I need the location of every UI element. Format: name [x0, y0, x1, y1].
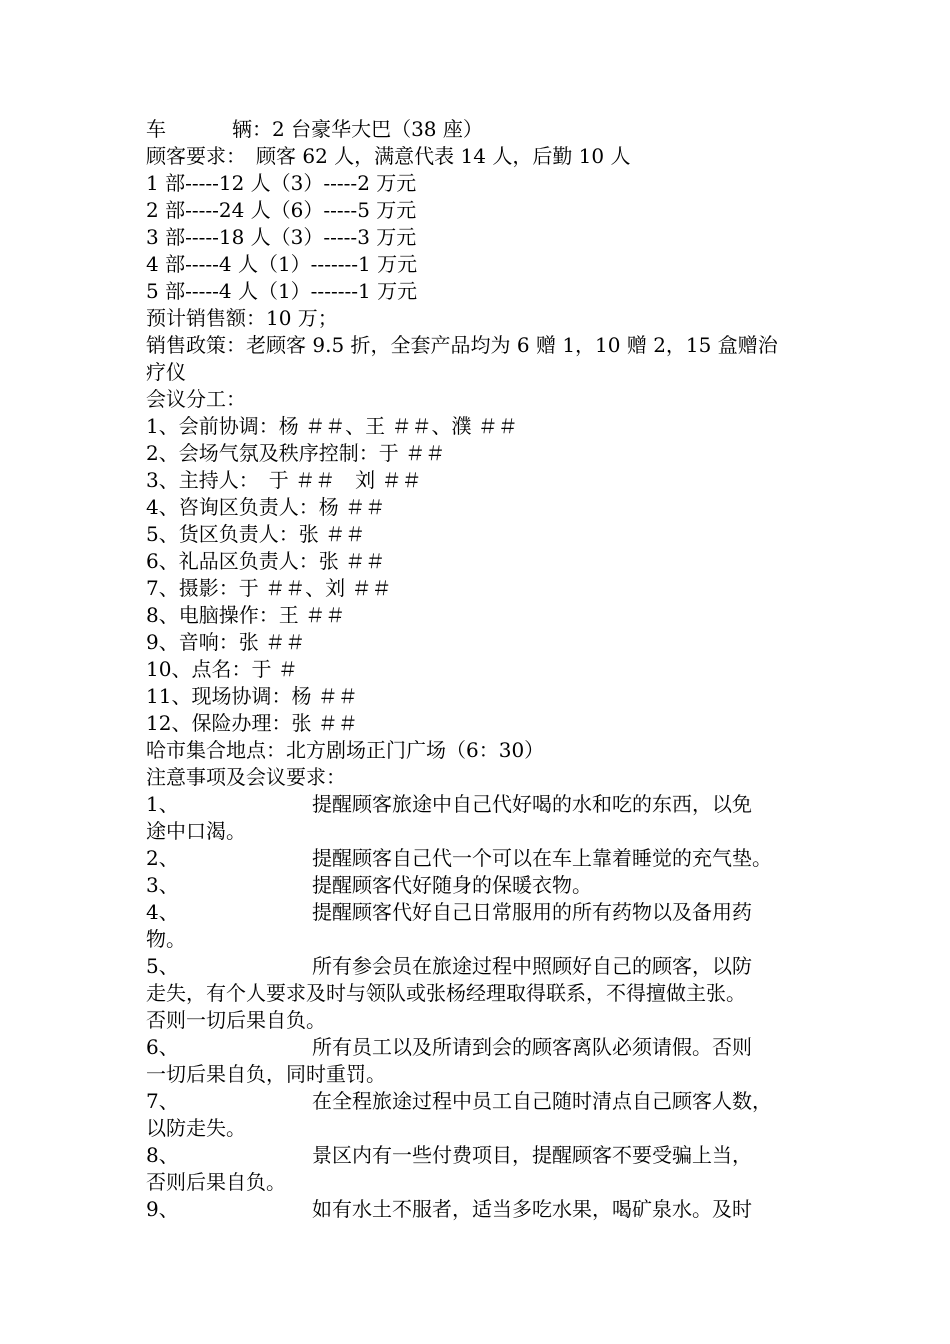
division-item: 12、保险办理：张 ＃＃: [146, 711, 358, 735]
note-item: [146, 1088, 826, 1115]
note-item: [146, 1142, 826, 1169]
division-title: 会议分工：: [146, 387, 246, 411]
document-page: [146, 116, 826, 1223]
division-item: 10、点名：于 ＃: [146, 657, 298, 681]
department-line: 4 部-----4 人（1）-------1 万元: [146, 252, 418, 276]
division-item: 11、现场协调：杨 ＃＃: [146, 684, 358, 708]
note-item: [146, 899, 826, 926]
division-item: 4、咨询区负责人：杨 ＃＃: [146, 495, 386, 519]
note-item: [146, 791, 826, 818]
note-text-continued: 走失，有个人要求及时与领队或张杨经理取得联系，不得擅做主张。: [146, 981, 746, 1005]
note-item: [146, 845, 826, 872]
note-number: 4、: [146, 900, 179, 924]
department-line: 5 部-----4 人（1）-------1 万元: [146, 279, 418, 303]
assembly-location: 哈市集合地点：北方剧场正门广场（6：30）: [146, 738, 545, 762]
note-text-continued: 以防走失。: [146, 1116, 246, 1140]
division-item: 6、礼品区负责人：张 ＃＃: [146, 549, 386, 573]
notes-title: 注意事项及会议要求：: [146, 765, 346, 789]
note-text-continued: 途中口渴。: [146, 819, 246, 843]
division-item: 8、电脑操作：王 ＃＃: [146, 603, 346, 627]
vehicle-value: 2 台豪华大巴（38 座）: [272, 117, 483, 141]
division-item: 2、会场气氛及秩序控制：于 ＃＃: [146, 441, 446, 465]
sales-policy-line-2: 疗仪: [146, 360, 186, 384]
note-item: [146, 872, 826, 899]
division-item: 1、会前协调：杨 ＃＃、王 ＃＃、濮 ＃＃: [146, 414, 518, 438]
note-item: [146, 953, 826, 980]
sales-policy-line-1: 销售政策：老顾客 9.5 折，全套产品均为 6 赠 1，10 赠 2，15 盒赠治: [146, 333, 778, 357]
vehicle-line: [146, 116, 826, 143]
note-number: 3、: [146, 873, 179, 897]
note-text-continued: 否则一切后果自负。: [146, 1008, 326, 1032]
note-number: 5、: [146, 954, 179, 978]
note-text: 提醒顾客自己代一个可以在车上靠着睡觉的充气垫。: [312, 846, 772, 870]
note-item: [146, 1034, 826, 1061]
note-text: 如有水土不服者，适当多吃水果，喝矿泉水。及时: [312, 1197, 752, 1221]
note-number: 1、: [146, 792, 179, 816]
sales-target: 预计销售额：10 万；: [146, 306, 338, 330]
note-number: 7、: [146, 1089, 179, 1113]
division-item: 9、音响：张 ＃＃: [146, 630, 306, 654]
vehicle-label-b: 辆：: [232, 117, 272, 141]
department-line: 1 部-----12 人（3）-----2 万元: [146, 171, 417, 195]
note-text: 所有员工以及所请到会的顾客离队必须请假。否则: [312, 1035, 752, 1059]
note-text-continued: 一切后果自负，同时重罚。: [146, 1062, 386, 1086]
note-text-continued: 否则后果自负。: [146, 1170, 286, 1194]
note-text: 所有参会员在旅途过程中照顾好自己的顾客，以防: [312, 954, 752, 978]
division-item: 5、货区负责人：张 ＃＃: [146, 522, 366, 546]
division-item: 3、主持人： 于 ＃＃ 刘 ＃＃: [146, 468, 422, 492]
note-number: 8、: [146, 1143, 179, 1167]
note-number: 9、: [146, 1197, 179, 1221]
customer-requirement: 顾客要求： 顾客 62 人，满意代表 14 人，后勤 10 人: [146, 144, 631, 168]
department-line: 3 部-----18 人（3）-----3 万元: [146, 225, 417, 249]
note-text: 景区内有一些付费项目，提醒顾客不要受骗上当，: [312, 1143, 752, 1167]
note-text: 提醒顾客旅途中自己代好喝的水和吃的东西，以免: [312, 792, 752, 816]
vehicle-label-a: 车: [146, 117, 166, 141]
note-text: 在全程旅途过程中员工自己随时清点自己顾客人数，: [312, 1089, 772, 1113]
note-text-continued: 物。: [146, 927, 186, 951]
department-line: 2 部-----24 人（6）-----5 万元: [146, 198, 417, 222]
note-text: 提醒顾客代好自己日常服用的所有药物以及备用药: [312, 900, 752, 924]
note-item: [146, 1196, 826, 1223]
note-number: 6、: [146, 1035, 179, 1059]
note-text: 提醒顾客代好随身的保暖衣物。: [312, 873, 592, 897]
division-item: 7、摄影：于 ＃＃、刘 ＃＃: [146, 576, 392, 600]
note-number: 2、: [146, 846, 179, 870]
